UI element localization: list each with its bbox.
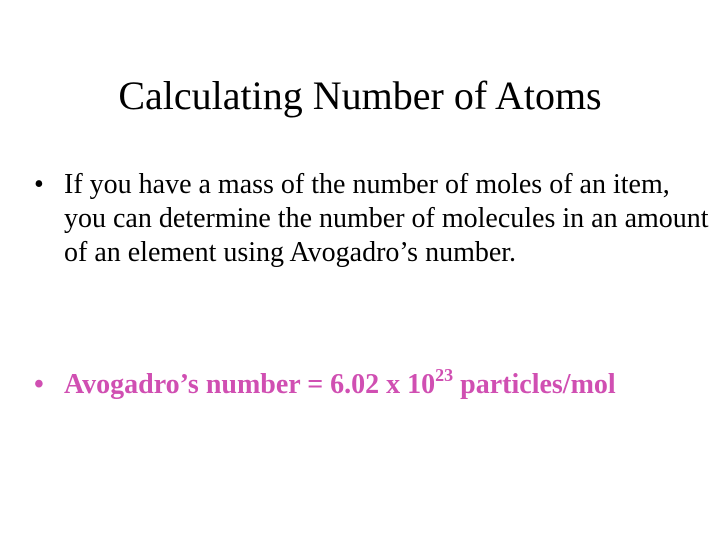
- avogadro-number-prefix: Avogadro’s number = 6.02 x 10: [64, 369, 436, 400]
- bullet-symbol: •: [34, 169, 44, 200]
- bullet-item-mass-to-molecules: [34, 168, 714, 270]
- bullet-symbol: •: [34, 369, 44, 400]
- avogadro-exponent: 23: [435, 365, 454, 385]
- avogadro-number-suffix: particles/mol: [453, 369, 616, 400]
- bullet-item-avogadro-number: [34, 365, 714, 402]
- bullet-text: If you have a mass of the number of moles of an item, you can determine the number of molecules in an amount of an element using Avogadro’s number.: [64, 169, 709, 268]
- slide-title: Calculating Number of Atoms: [118, 73, 602, 118]
